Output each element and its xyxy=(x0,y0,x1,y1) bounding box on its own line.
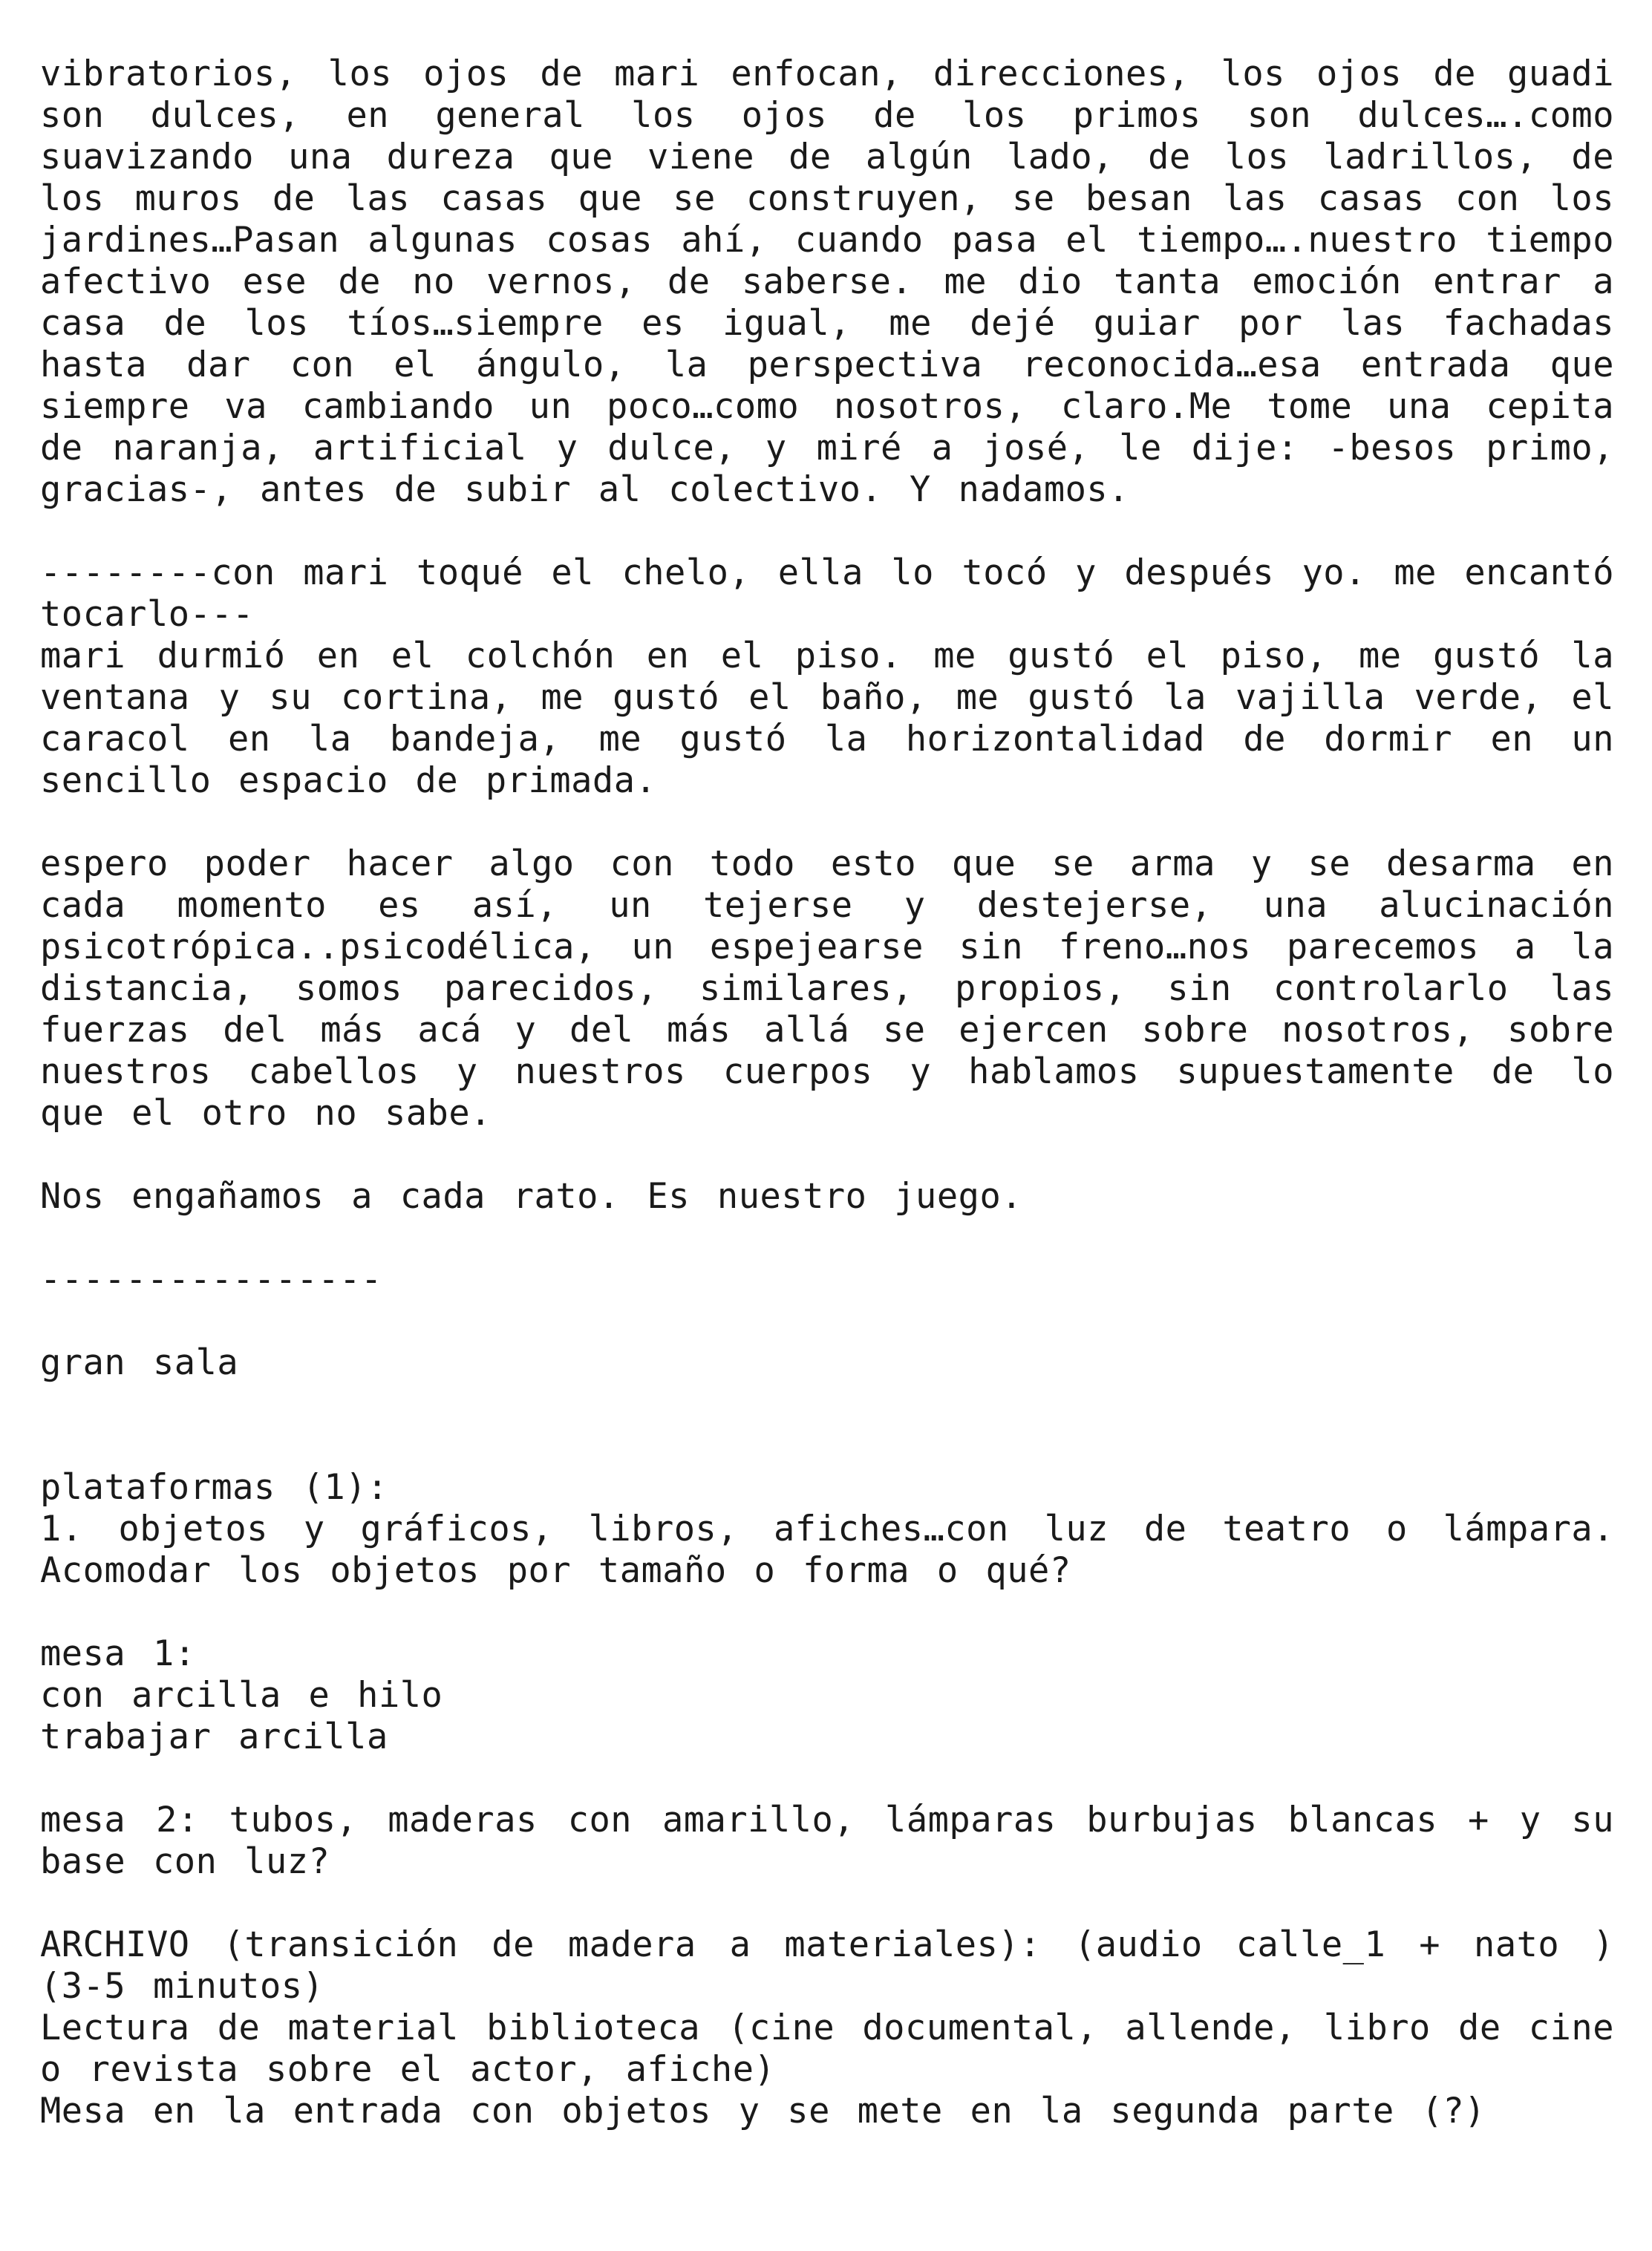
archivo-line: ARCHIVO (transición de madera a materiales): (audio calle_1 + nato )(3-5 minutos) xyxy=(40,1924,1614,2007)
paragraph-apartment: mari durmió en el colchón en el piso. me gustó el piso, me gustó la ventana y su cortina, me gustó el baño, me gustó la vajilla verde, el caracol en la bandeja, me gustó la horizontalidad de dormir en un sencillo espacio de primada. xyxy=(40,636,1614,801)
paragraph-cousins: vibratorios, los ojos de mari enfocan, direcciones, los ojos de guadi son dulces, en general los ojos de los primos son dulces….como suavizando una dureza que viene de algún lado, de los ladrillos, de los muros de las casas que se construyen, se besan las casas con los jardines…Pasan algunas cosas ahí, cuando pasa el tiempo….nuestro tiempo afectivo ese de no vernos, de saberse. me dio tanta emoción entrar a casa de los tíos…siempre es igual, me dejé guiar por las fachadas hasta dar con el ángulo, la perspectiva reconocida…esa entrada que siempre va cambiando un poco…como nosotros, claro.Me tome una cepita de naranja, artificial y dulce, y miré a josé, le dije: -besos primo, gracias-, antes de subir al colectivo. Y nadamos. xyxy=(40,53,1614,510)
section-heading: gran sala xyxy=(40,1342,239,1383)
spacer xyxy=(40,1384,1614,1467)
mesa2-line: mesa 2: tubos, maderas con amarillo, lámparas burbujas blancas + y su base con luz? xyxy=(40,1800,1614,1882)
paragraph-weaving: espero poder hacer algo con todo esto que se arma y se desarma en cada momento es así, un tejerse y destejerse, una alucinación psicotrópica..psicodélica, un espejearse sin freno…nos parecemos a la distancia, somos parecidos, similares, propios, sin controlarlo las fuerzas del más acá y del más allá se ejercen sobre nosotros, sobre nuestros cabellos y nuestros cuerpos y hablamos supuestamente de lo que el otro no sabe. xyxy=(40,843,1614,1134)
mesa1-line: trabajar arcilla xyxy=(40,1716,388,1757)
spacer xyxy=(40,511,1614,552)
spacer xyxy=(40,1134,1614,1176)
mesa1-title: mesa 1: xyxy=(40,1633,196,1674)
spacer xyxy=(40,802,1614,843)
plataformas-item: 1. objetos y gráficos, libros, afiches…con luz de teatro o lámpara. Acomodar los objetos por tamaño o forma o qué? xyxy=(40,1509,1614,1591)
paragraph-game: Nos engañamos a cada rato. Es nuestro juego. xyxy=(40,1176,1023,1217)
separator-line: ---------------- xyxy=(40,1259,382,1300)
mesa1-line: con arcilla e hilo xyxy=(40,1675,443,1716)
spacer xyxy=(40,1883,1614,1924)
lectura-line: Lectura de material biblioteca (cine documental, allende, libro de cine o revista sobre el actor, afiche) xyxy=(40,2007,1614,2090)
spacer xyxy=(40,1592,1614,1633)
spacer xyxy=(40,1218,1614,1259)
spacer xyxy=(40,1301,1614,1342)
spacer xyxy=(40,1758,1614,1800)
plataformas-title: plataformas (1): xyxy=(40,1467,388,1508)
mesa-entrada-line: Mesa en la entrada con objetos y se mete en la segunda parte (?) xyxy=(40,2091,1486,2131)
paragraph-cello-line: --------con mari toqué el chelo, ella lo tocó y después yo. me encantó tocarlo--- xyxy=(40,552,1614,635)
document-body xyxy=(40,53,1614,2132)
